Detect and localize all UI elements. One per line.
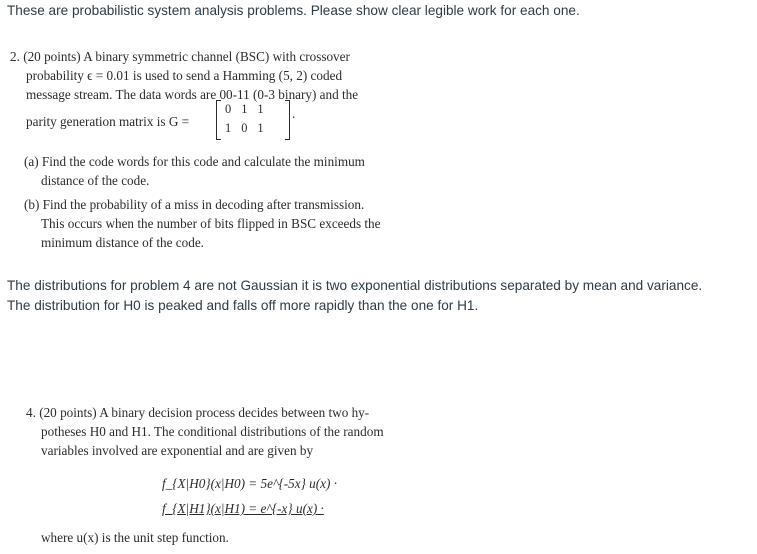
matrix-cell: 1	[257, 121, 264, 135]
matrix-cell: 1	[225, 121, 232, 135]
problem-4-line-1: 4. (20 points) A binary decision process decides between two hy-	[26, 405, 370, 420]
matrix-cell: 0	[241, 121, 248, 135]
part-b-line-2: This occurs when the number of bits flipped in BSC exceeds the	[41, 216, 381, 231]
equation-h0: f_{X|H0}(x|H0) = 5e^{-5x} u(x) ·	[162, 476, 337, 491]
problem-4-line-3: variables involved are exponential and are given by	[41, 443, 314, 458]
problem-2-line-2: probability ϵ = 0.01 is used to send a Hamming (5, 2) coded	[26, 68, 343, 83]
matrix-left-bracket	[216, 100, 221, 140]
part-a-line-1: (a) Find the code words for this code and calculate the minimum	[24, 154, 365, 169]
parity-matrix-label: parity generation matrix is G =	[26, 114, 190, 129]
intro-text: These are probabilistic system analysis problems. Please show clear legible work for each one.	[7, 3, 580, 18]
matrix-row	[216, 119, 290, 138]
matrix-cell: 1	[241, 102, 248, 116]
part-a-line-2: distance of the code.	[41, 173, 150, 188]
matrix-cell: 0	[225, 102, 232, 116]
distribution-note: The distributions for problem 4 are not Gaussian it is two exponential distributions separated by mean and variance. The distribution for H0 is peaked and falls off more rapidly than the one for H1.	[7, 278, 703, 313]
matrix-right-bracket	[285, 100, 290, 140]
problem-4-scan	[0, 398, 757, 554]
problem-2-line-3: message stream. The data words are 00-11 (0-3 binary) and the	[26, 87, 359, 102]
parity-matrix	[216, 100, 290, 140]
part-b-line-1: (b) Find the probability of a miss in decoding after transmission.	[24, 197, 365, 212]
unit-step-footer: where u(x) is the unit step function.	[41, 530, 229, 545]
matrix-period: .	[292, 106, 296, 121]
matrix-cell: 1	[257, 102, 264, 116]
problem-4-line-2: potheses H0 and H1. The conditional distributions of the random	[41, 424, 384, 439]
problem-2-scan	[0, 40, 757, 255]
equation-h1: f_{X|H1}(x|H1) = e^{-x} u(x) ·	[162, 501, 324, 516]
problem-2-line-1: 2. (20 points) A binary symmetric channel (BSC) with crossover	[10, 49, 350, 64]
matrix-row	[216, 100, 290, 119]
part-b-line-3: minimum distance of the code.	[41, 235, 204, 250]
